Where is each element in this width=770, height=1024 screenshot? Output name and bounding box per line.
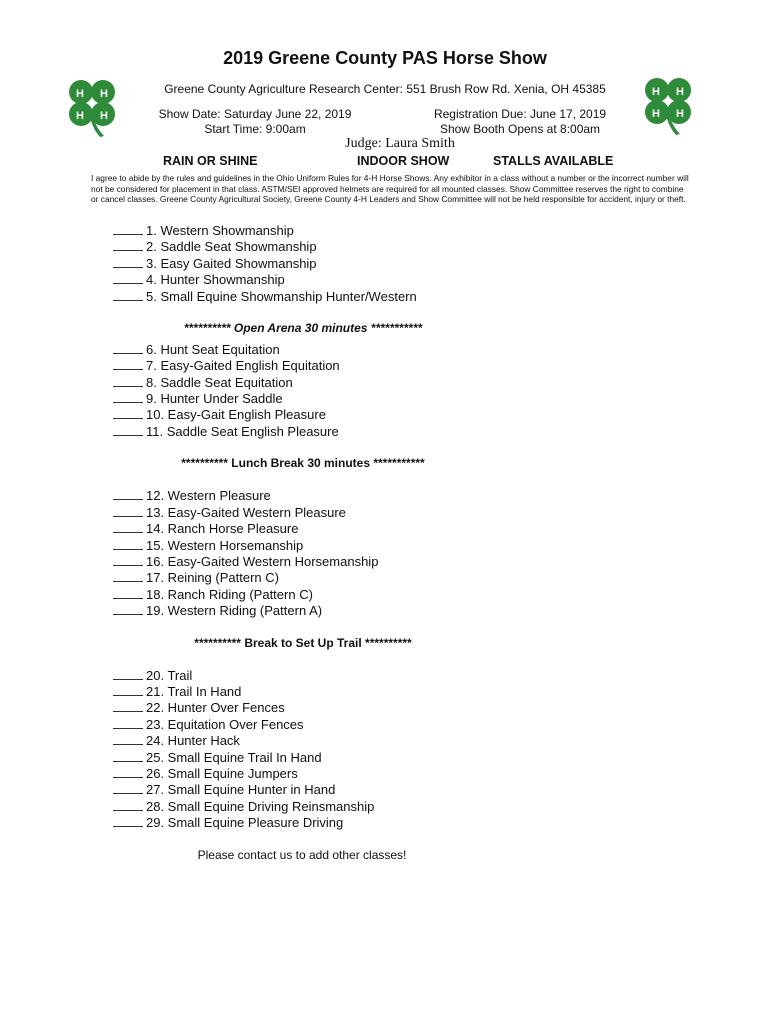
class-entry [113,684,241,700]
class-entry [113,733,240,749]
class-entry [113,521,298,537]
class-entry [113,391,283,407]
entry-blank-line[interactable] [113,570,143,582]
break-lunch: ********** Lunch Break 30 minutes *********** [181,456,425,470]
svg-text:H: H [676,108,684,120]
class-entry [113,375,293,391]
class-label: 14. Ranch Horse Pleasure [146,521,299,536]
entry-blank-line[interactable] [113,239,143,251]
class-entry [113,603,322,619]
class-label: 8. Saddle Seat Equitation [146,375,293,390]
entry-blank-line[interactable] [113,223,143,235]
entry-blank-line[interactable] [113,391,143,403]
class-label: 7. Easy-Gaited English Equitation [146,358,340,373]
svg-text:H: H [652,86,660,98]
class-entry [113,782,335,798]
entry-blank-line[interactable] [113,505,143,517]
entry-blank-line[interactable] [113,342,143,354]
class-label: 28. Small Equine Driving Reinsmanship [146,799,375,814]
break-open-arena: ********** Open Arena 30 minutes *********** [183,321,423,335]
registration-block [410,107,630,137]
class-label: 21. Trail In Hand [146,684,242,699]
class-entry [113,342,280,358]
class-entry [113,289,417,305]
contact-note: Please contact us to add other classes! [197,848,407,862]
entry-blank-line[interactable] [113,256,143,268]
svg-text:H: H [100,88,108,100]
entry-blank-line[interactable] [113,717,143,729]
class-entry [113,587,313,603]
class-entry [113,488,271,504]
venue-address: Greene County Agriculture Research Center: 551 Brush Row Rd. Xenia, OH 45385 [164,82,606,96]
entry-blank-line[interactable] [113,684,143,696]
class-entry [113,505,346,521]
page-title: 2019 Greene County PAS Horse Show [223,48,547,68]
class-entry [113,239,317,255]
entry-blank-line[interactable] [113,424,143,436]
class-entry [113,538,303,554]
class-label: 3. Easy Gaited Showmanship [146,256,317,271]
class-entry [113,570,279,586]
class-label: 4. Hunter Showmanship [146,272,285,287]
rain-or-shine: RAIN OR SHINE [163,154,258,168]
class-label: 18. Ranch Riding (Pattern C) [146,587,313,602]
class-label: 6. Hunt Seat Equitation [146,342,280,357]
booth-opens: Show Booth Opens at 8:00am [439,122,601,136]
class-label: 16. Easy-Gaited Western Horsemanship [146,554,379,569]
class-label: 19. Western Riding (Pattern A) [146,603,323,618]
class-entry [113,717,304,733]
class-label: 1. Western Showmanship [146,223,294,238]
class-entry [113,799,374,815]
entry-blank-line[interactable] [113,289,143,301]
judge-name: Judge: Laura Smith [345,136,455,151]
entry-blank-line[interactable] [113,554,143,566]
start-time: Start Time: 9:00am [204,122,306,136]
svg-text:H: H [652,108,660,120]
disclaimer: I agree to abide by the rules and guidelines in the Ohio Uniform Rules for 4-H Horse Shows. Any exhibitor in a class without a number or the incorrect number will not be considered for placement in that class. ASTM/SEI approved helmets are required for all mounted classes. Show Committee reserves the right to combine or cancel classes. Greene County Agricultural Society, Greene County 4-H Leaders and Show Committee will not be held responsible for accident, injury or theft. [91,173,689,205]
class-label: 13. Easy-Gaited Western Pleasure [146,505,346,520]
class-entry [113,668,192,684]
class-entry [113,750,322,766]
class-entry [113,358,340,374]
class-label: 15. Western Horsemanship [146,538,304,553]
svg-text:H: H [76,88,84,100]
entry-blank-line[interactable] [113,407,143,419]
entry-blank-line[interactable] [113,782,143,794]
class-entry [113,815,343,831]
class-entry [113,256,317,272]
class-label: 27. Small Equine Hunter in Hand [146,782,336,797]
class-label: 10. Easy-Gait English Pleasure [146,407,326,422]
class-label: 12. Western Pleasure [146,488,271,503]
entry-blank-line[interactable] [113,488,143,500]
entry-blank-line[interactable] [113,700,143,712]
class-entry [113,407,326,423]
class-label: 17. Reining (Pattern C) [146,570,279,585]
class-label: 23. Equitation Over Fences [146,717,304,732]
entry-blank-line[interactable] [113,521,143,533]
break-set-up-trail: ********** Break to Set Up Trail ********** [194,636,412,650]
class-label: 25. Small Equine Trail In Hand [146,750,322,765]
entry-blank-line[interactable] [113,799,143,811]
class-label: 5. Small Equine Showmanship Hunter/Western [146,289,417,304]
class-label: 9. Hunter Under Saddle [146,391,283,406]
entry-blank-line[interactable] [113,587,143,599]
class-label: 24. Hunter Hack [146,733,240,748]
class-label: 11. Saddle Seat English Pleasure [146,424,339,439]
entry-blank-line[interactable] [113,358,143,370]
registration-due: Registration Due: June 17, 2019 [433,107,607,121]
entry-blank-line[interactable] [113,750,143,762]
entry-blank-line[interactable] [113,375,143,387]
class-label: 2. Saddle Seat Showmanship [146,239,317,254]
entry-blank-line[interactable] [113,272,143,284]
class-entry [113,766,298,782]
entry-blank-line[interactable] [113,766,143,778]
class-label: 26. Small Equine Jumpers [146,766,298,781]
entry-blank-line[interactable] [113,603,143,615]
class-label: 20. Trail [146,668,193,683]
entry-blank-line[interactable] [113,733,143,745]
stalls-available: STALLS AVAILABLE [493,154,614,168]
class-entry [113,424,339,440]
entry-blank-line[interactable] [113,538,143,550]
svg-text:H: H [100,110,108,122]
class-entry [113,223,294,239]
svg-text:H: H [676,86,684,98]
class-entry [113,700,285,716]
class-entry [113,554,378,570]
class-entry [113,272,285,288]
svg-text:H: H [76,110,84,122]
show-date: Show Date: Saturday June 22, 2019 [158,107,352,121]
entry-blank-line[interactable] [113,668,143,680]
entry-blank-line[interactable] [113,815,143,827]
class-label: 29. Small Equine Pleasure Driving [146,815,344,830]
class-label: 22. Hunter Over Fences [146,700,285,715]
show-date-block [155,107,355,137]
indoor-show: INDOOR SHOW [357,154,450,168]
